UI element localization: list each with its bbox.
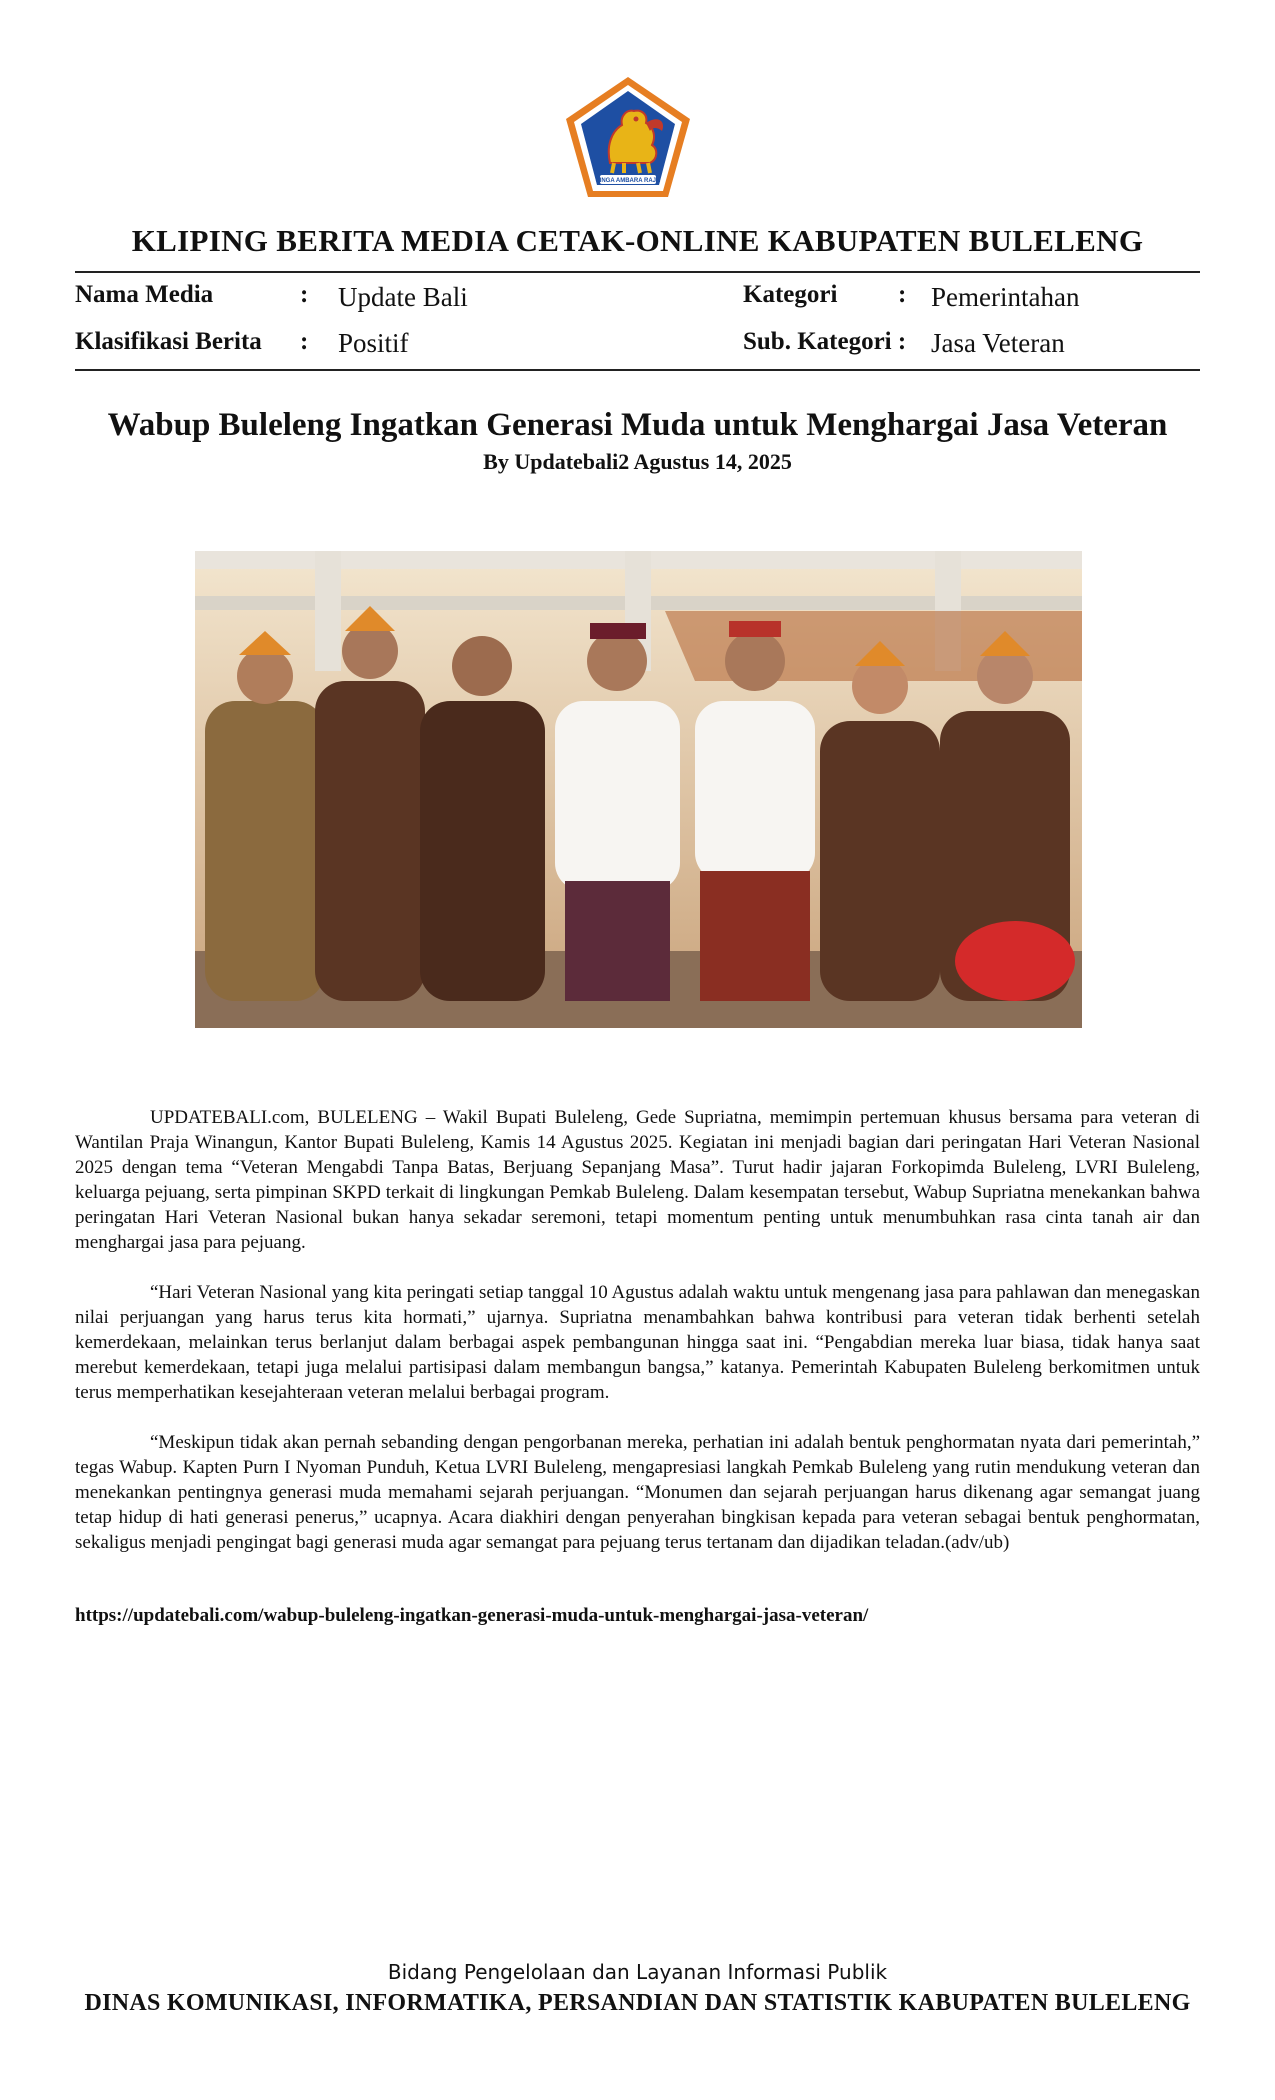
footer-division: Bidang Pengelolaan dan Layanan Informasi Publik bbox=[387, 1960, 888, 1984]
kategori-label: Kategori bbox=[743, 281, 838, 308]
nama-media-value: Update Bali bbox=[338, 282, 468, 312]
kategori-colon: : bbox=[898, 281, 907, 308]
klasifikasi-label: Klasifikasi Berita bbox=[75, 328, 262, 355]
article-paragraph: “Meskipun tidak akan pernah sebanding dengan pengorbanan mereka, perhatian ini adalah bentuk penghormatan nyata dari pemerintah,” tegas Wabup. Kapten Purn I Nyoman Punduh, Ketua LVRI Buleleng, mengapresiasi langkah Pemkab Buleleng yang rutin mendukung veteran dan menekankan pentingnya generasi muda memahami sejarah perjuangan. “Monumen dan sejarah perjuangan harus dikenang agar semangat juang tetap hidup di hati generasi penerus,” ucapnya. Acara diakhiri dengan penyerahan bingkisan kepada para veteran sebagai bentuk penghormatan, sekaligus menjadi pengingat bagi generasi muda agar semangat para pejuang terus tertanam dan dijadikan teladan.(adv/ub) bbox=[75, 1432, 1200, 1553]
nama-media-colon: : bbox=[300, 281, 309, 308]
clipping-header-title: KLIPING BERITA MEDIA CETAK-ONLINE KABUPATEN BULELENG bbox=[131, 223, 1144, 258]
article-paragraph: “Hari Veteran Nasional yang kita peringati setiap tanggal 10 Agustus adalah waktu untuk mengenang jasa para pahlawan dan menegaskan nilai perjuangan yang harus terus kita hormati,” ujarnya. Supriatna menambahkan bahwa kontribusi para veteran tidak berhenti setelah kemerdekaan, melainkan terus berlanjut dalam berbagai aspek pembangunan hingga saat ini. “Pengabdian mereka luar biasa, tidak hanya saat merebut kemerdekaan, tetapi juga melalui partisipasi dalam membangun bangsa,” katanya. Pemerintah Kabupaten Buleleng berkomitmen untuk terus memperhatikan kesejahteraan veteran melalui berbagai program. bbox=[75, 1282, 1200, 1403]
singa-ambara-raja-crest-icon bbox=[562, 75, 694, 201]
article-paragraph: UPDATEBALI.com, BULELENG – Wakil Bupati Buleleng, Gede Supriatna, memimpin pertemuan khusus bersama para veteran di Wantilan Praja Winangun, Kantor Bupati Buleleng, Kamis 14 Agustus 2025. Kegiatan ini menjadi bagian dari peringatan Hari Veteran Nasional 2025 dengan tema “Veteran Mengabdi Tanpa Batas, Berjuang Sepanjang Masa”. Turut hadir jajaran Forkopimda Buleleng, LVRI Buleleng, keluarga pejuang, serta pimpinan SKPD terkait di lingkungan Pemkab Buleleng. Dalam kesempatan tersebut, Wabup Supriatna menekankan bahwa peringatan Hari Veteran Nasional bukan hanya sekadar seremoni, tetapi momentum penting untuk menumbuhkan rasa cinta tanah air dan menghargai jasa para pejuang. bbox=[75, 1107, 1200, 1253]
klasifikasi-colon: : bbox=[300, 328, 309, 355]
footer-office: DINAS KOMUNIKASI, INFORMATIKA, PERSANDIAN DAN STATISTIK KABUPATEN BULELENG bbox=[84, 1990, 1191, 2016]
header-divider-top bbox=[75, 271, 1200, 273]
crest-motto: SINGA AMBARA RAJA bbox=[595, 178, 661, 184]
sub-kategori-label: Sub. Kategori : bbox=[743, 328, 907, 355]
nama-media-label: Nama Media bbox=[75, 281, 214, 308]
header-divider-bottom bbox=[75, 369, 1200, 371]
source-url-link[interactable]: https://updatebali.com/wabup-buleleng-ingatkan-generasi-muda-untuk-menghargai-jasa-veteran/ bbox=[75, 1605, 869, 1626]
sub-kategori-value: Jasa Veteran bbox=[931, 328, 1065, 358]
group-photo-veterans-icon bbox=[195, 551, 1082, 1028]
article-byline: By Updatebali2 Agustus 14, 2025 bbox=[483, 449, 792, 474]
klasifikasi-value: Positif bbox=[338, 328, 409, 358]
kategori-value: Pemerintahan bbox=[931, 282, 1080, 312]
article-title: Wabup Buleleng Ingatkan Generasi Muda untuk Menghargai Jasa Veteran bbox=[107, 407, 1168, 443]
